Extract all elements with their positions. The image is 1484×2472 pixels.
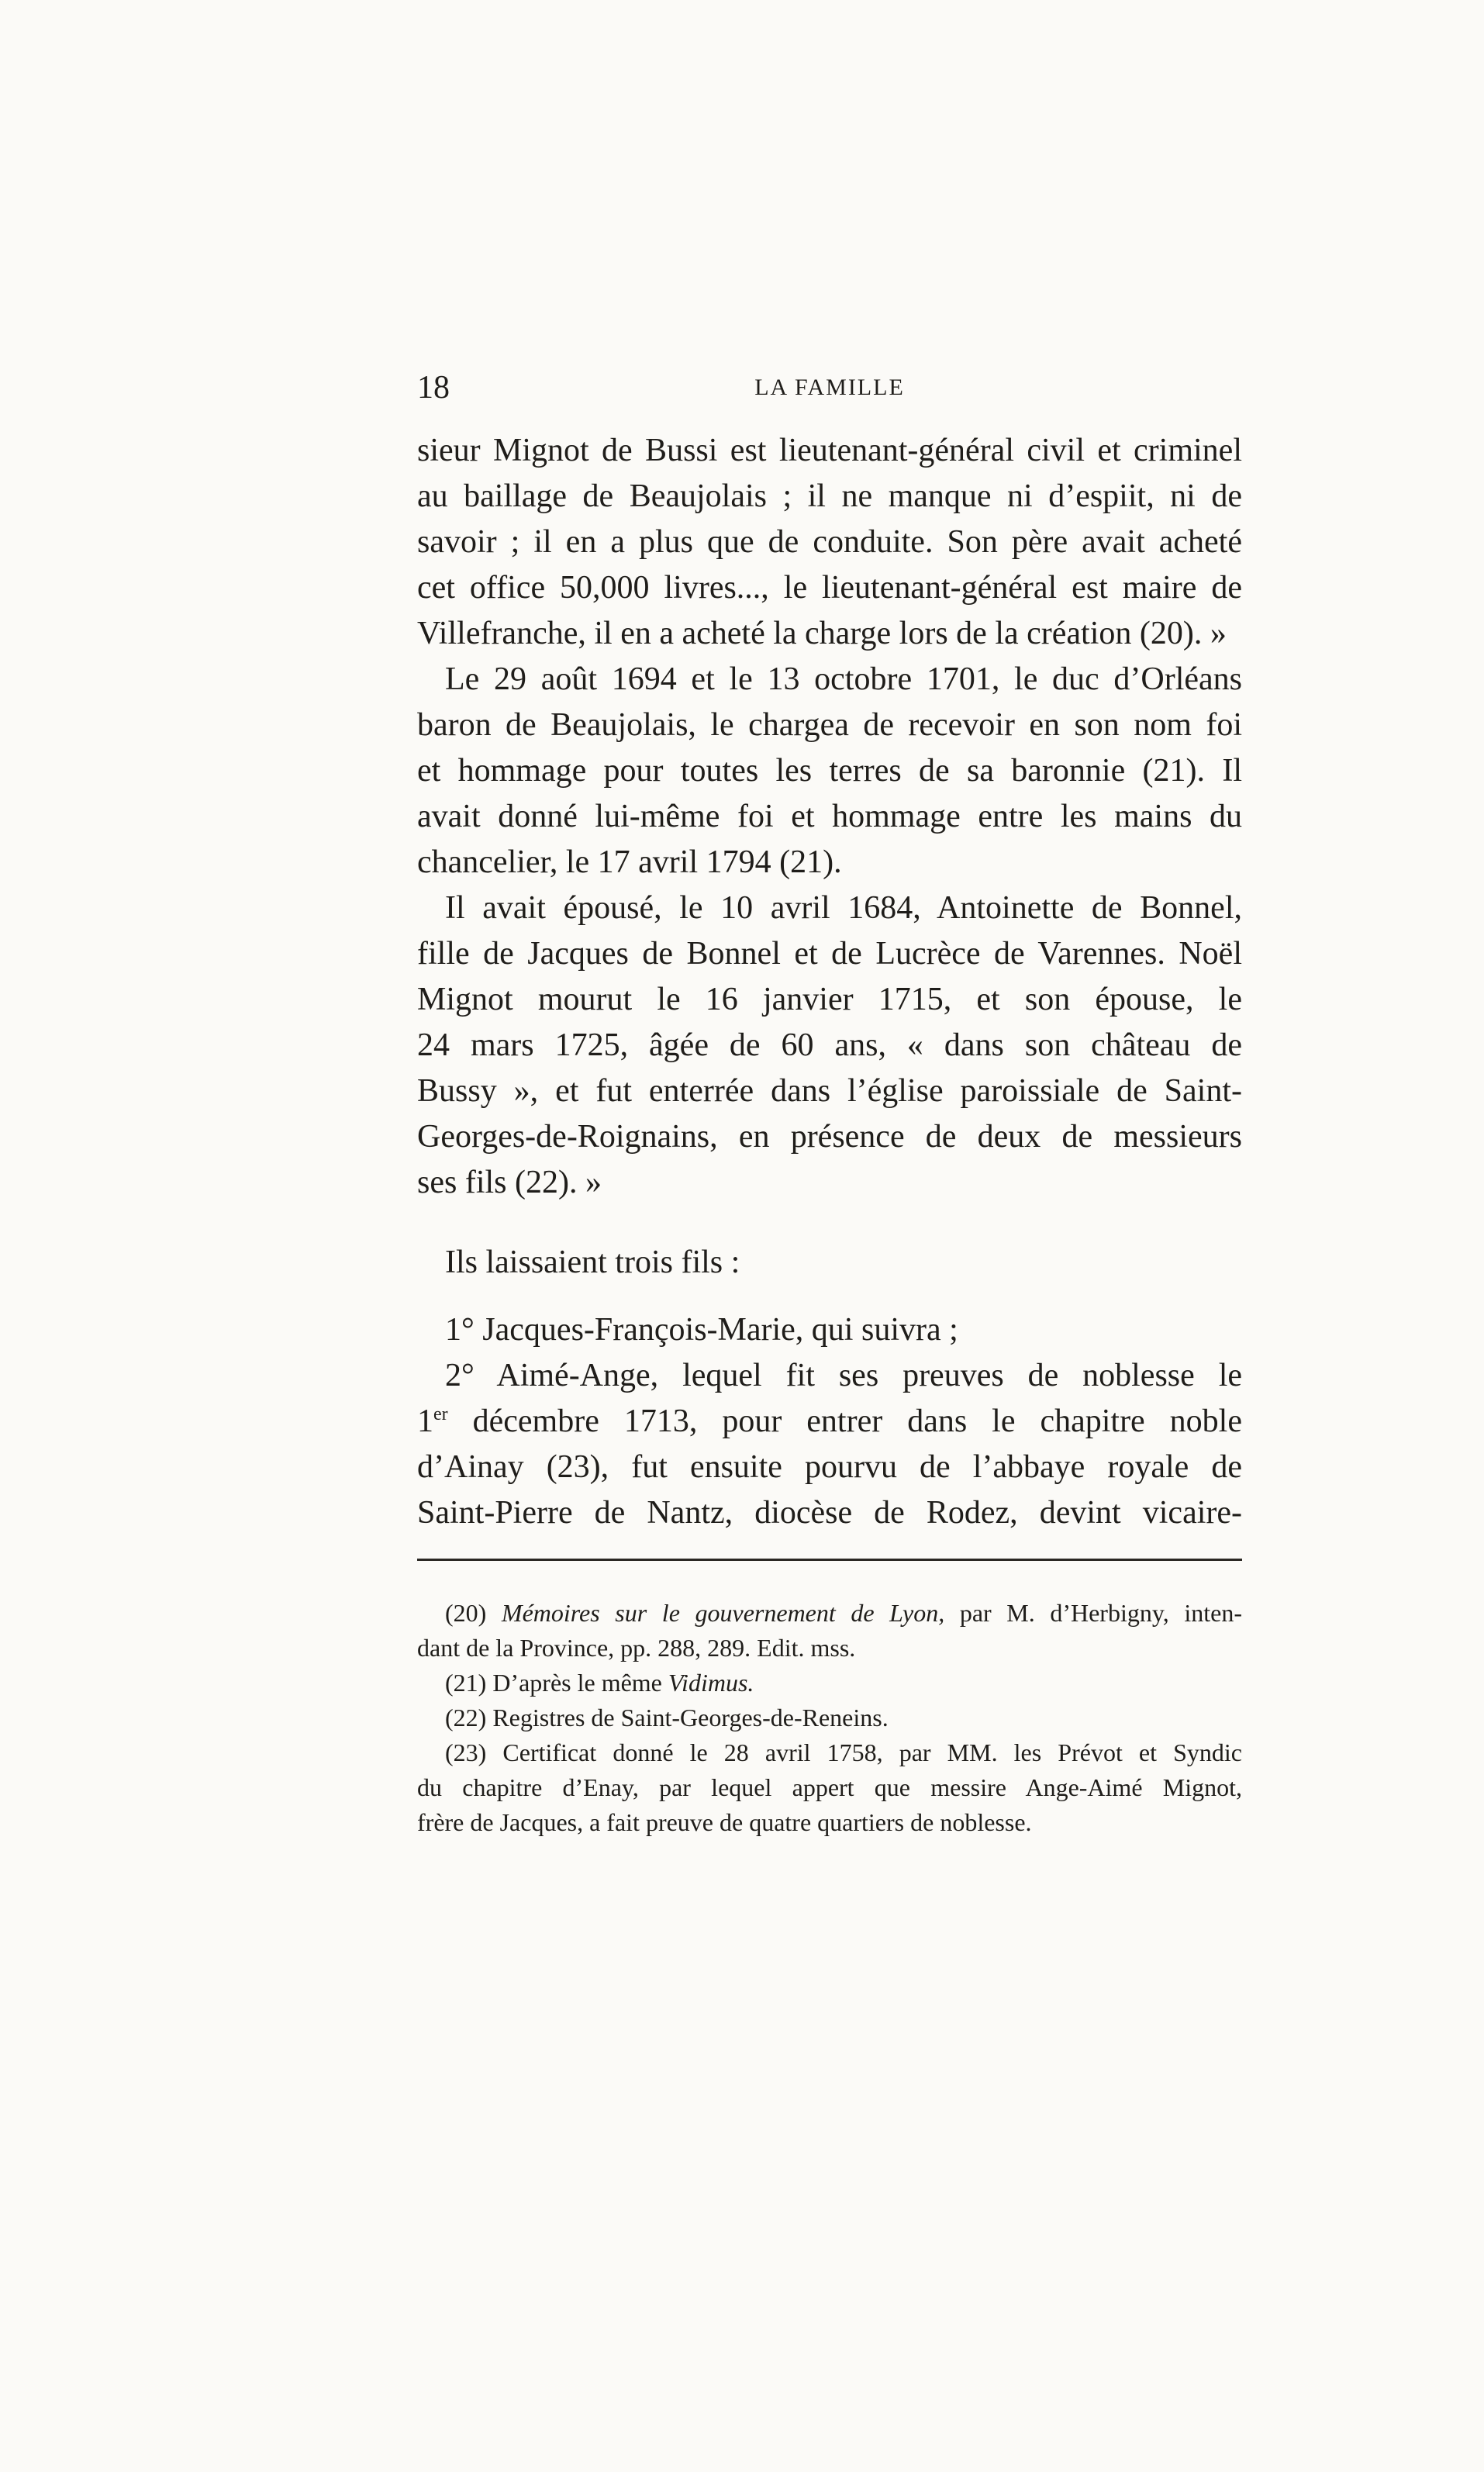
ordinal-number: 1: [417, 1403, 433, 1439]
page-number: 18: [417, 370, 450, 406]
text-line: Le 29 août 1694 et le 13 octobre 1701, le duc d’Orléans: [445, 661, 1242, 697]
text-line: Mignot mourut le 16 janvier 1715, et son épouse, le: [417, 982, 1242, 1017]
paragraph-3: [417, 886, 1242, 1206]
text-line: chancelier, le 17 avril 1794 (21).: [417, 844, 842, 880]
text-line: 1° Jacques-François-Marie, qui suivra ;: [445, 1312, 958, 1348]
footnotes: [417, 1596, 1242, 1840]
footnote-divider: [417, 1559, 1242, 1561]
text-line: savoir ; il en a plus que de conduite. Son père avait acheté: [417, 524, 1242, 560]
footnote-23: [417, 1735, 1242, 1840]
footnote-italic: Vidimus.: [668, 1669, 754, 1697]
footnote-22: [417, 1700, 1242, 1735]
paragraph-4: [417, 1240, 1242, 1286]
text-line: 2° Aimé-Ange, lequel fit ses preuves de noblesse le: [445, 1358, 1242, 1393]
text-line: 24 mars 1725, âgée de 60 ans, « dans son château de: [417, 1027, 1242, 1063]
ordinal-suffix: er: [433, 1404, 448, 1424]
text-line: au baillage de Beaujolais ; il ne manque ni d’espiit, ni de: [417, 478, 1242, 514]
footnote-line: frère de Jacques, a fait preuve de quatre quartiers de noblesse.: [417, 1808, 1032, 1836]
footnote-number: (20): [445, 1599, 487, 1627]
text-line: Saint-Pierre de Nantz, diocèse de Rodez, devint vicaire-: [417, 1495, 1242, 1531]
footnote-line: dant de la Province, pp. 288, 289. Edit. mss.: [417, 1634, 856, 1662]
footnote-21: [417, 1666, 1242, 1700]
text-line: baron de Beaujolais, le chargea de recevoir en son nom foi: [417, 707, 1242, 743]
paragraph-spacer: [417, 1206, 1242, 1240]
list-item-2: [417, 1353, 1242, 1536]
text-line: cet office 50,000 livres..., le lieutenant-général est maire de: [417, 570, 1242, 606]
text-fragment: décembre 1713, pour entrer dans le chapitre noble: [447, 1403, 1242, 1439]
list-item-1: [417, 1307, 1242, 1353]
text-line: avait donné lui-même foi et hommage entre les mains du: [417, 799, 1242, 834]
footnote-line: [417, 1666, 1242, 1700]
page-header: [417, 364, 1242, 411]
footnote-text: (21) D’après le même: [445, 1669, 662, 1697]
text-line: d’Ainay (23), fut ensuite pourvu de l’abbaye royale de: [417, 1449, 1242, 1485]
text-line: sieur Mignot de Bussi est lieutenant-général civil et criminel: [417, 433, 1242, 468]
footnote-20: [417, 1596, 1242, 1666]
footnote-line: (23) Certificat donné le 28 avril 1758, par MM. les Prévot et Syndic: [445, 1738, 1242, 1766]
text-line: fille de Jacques de Bonnel et de Lucrèce de Varennes. Noël: [417, 936, 1242, 972]
text-line: Georges-de-Roignains, en présence de deux de messieurs: [417, 1119, 1242, 1155]
paragraph-1: [417, 428, 1242, 657]
paragraph-2: [417, 657, 1242, 886]
text-line: Ils laissaient trois fils :: [445, 1245, 740, 1280]
footnote-text: par M. d’Herbigny, inten-: [944, 1599, 1243, 1627]
text-line: Villefranche, il en a acheté la charge lors de la création (20). »: [417, 616, 1227, 651]
footnote-line: (22) Registres de Saint-Georges-de-Reneins.: [445, 1704, 889, 1731]
text-line: et hommage pour toutes les terres de sa baronnie (21). Il: [417, 753, 1242, 789]
text-line: Il avait épousé, le 10 avril 1684, Antoinette de Bonnel,: [445, 890, 1242, 926]
text-line: ses fils (22). »: [417, 1165, 602, 1200]
footnote-line: [417, 1596, 1242, 1631]
footnote-title: Mémoires sur le gouvernement de Lyon,: [501, 1599, 945, 1627]
paragraph-spacer: [417, 1286, 1242, 1307]
text-line: [417, 1399, 1242, 1445]
running-head: LA FAMILLE: [754, 375, 905, 400]
text-line: Bussy », et fut enterrée dans l’église paroissiale de Saint-: [417, 1073, 1242, 1109]
footnote-line: du chapitre d’Enay, par lequel appert que messire Ange-Aimé Mignot,: [417, 1773, 1242, 1801]
main-text: [417, 428, 1242, 1536]
